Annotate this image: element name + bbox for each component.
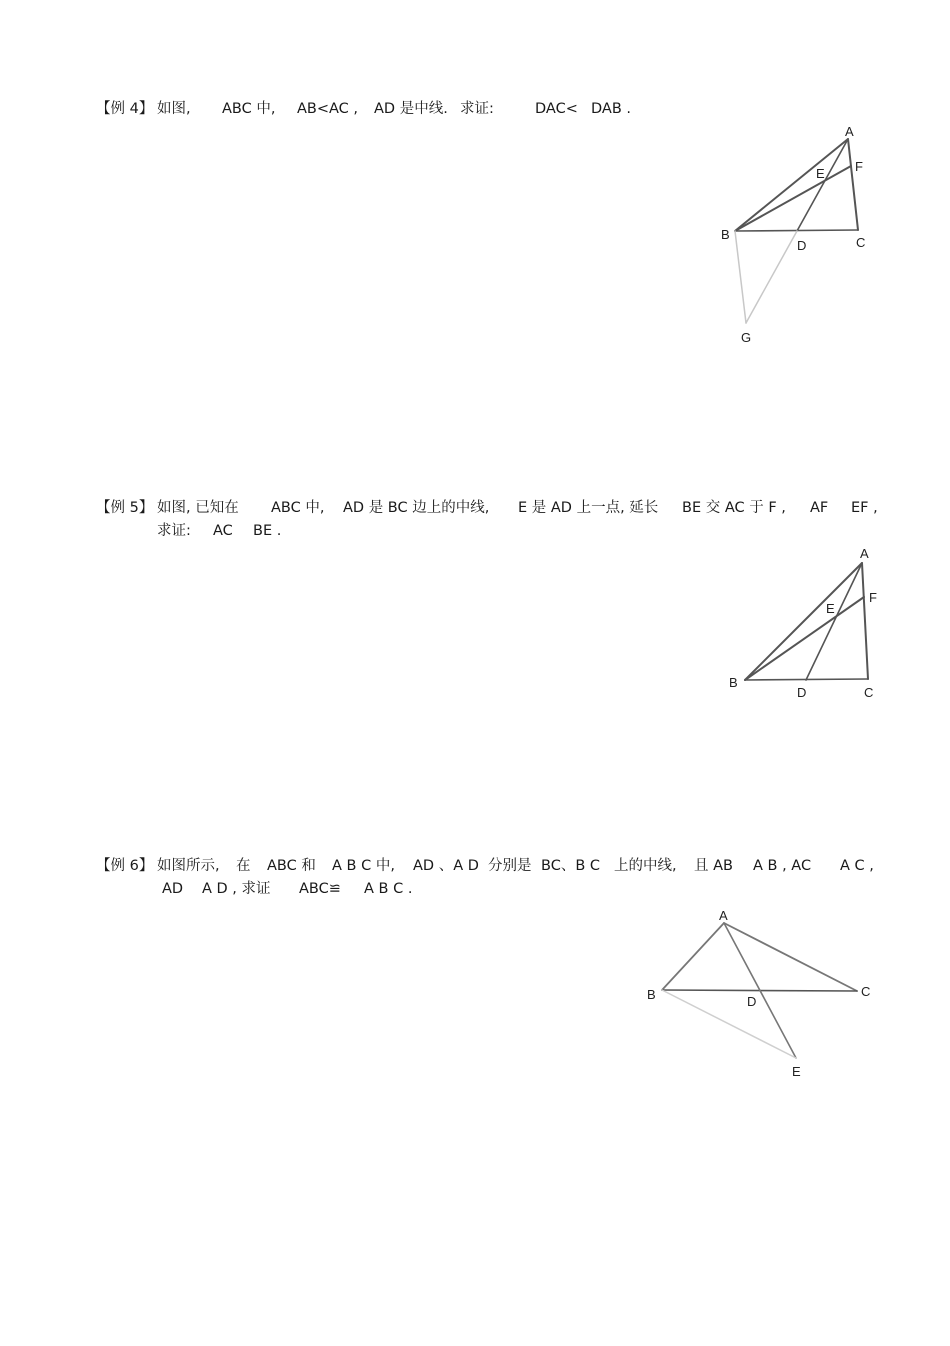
- label-C: C: [856, 235, 866, 250]
- segment-AD: [797, 139, 848, 231]
- segment-AC: [724, 923, 857, 991]
- label-E: E: [792, 1064, 801, 1079]
- label-C: C: [864, 685, 874, 700]
- segment-AC: [848, 139, 858, 230]
- label-C: C: [861, 984, 871, 999]
- segment-BF: [735, 166, 851, 231]
- segment-AB: [735, 139, 848, 231]
- label-E: E: [816, 166, 825, 181]
- segment-BF: [745, 597, 864, 680]
- label-A: A: [845, 124, 854, 139]
- figure-5: [729, 546, 877, 700]
- segment-BG: [735, 231, 746, 323]
- label-G: G: [741, 330, 752, 345]
- figure-4: [721, 124, 865, 345]
- label-A: A: [719, 908, 728, 923]
- label-F: F: [869, 590, 877, 605]
- label-B: B: [729, 675, 738, 690]
- example-6-tag: 【例 6】: [96, 858, 154, 874]
- segment-AC: [862, 563, 868, 679]
- label-B: B: [647, 987, 656, 1002]
- label-B: B: [721, 227, 730, 242]
- label-F: F: [855, 159, 863, 174]
- example-4-tag: 【例 4】: [96, 101, 154, 117]
- label-E: E: [826, 601, 835, 616]
- figure-6: [647, 908, 870, 1079]
- segment-AB: [662, 923, 724, 990]
- label-A: A: [860, 546, 869, 561]
- segment-DG: [746, 231, 797, 323]
- segment-BE: [662, 990, 796, 1058]
- segment-AB: [745, 563, 862, 680]
- label-D: D: [797, 238, 807, 253]
- label-D: D: [747, 994, 757, 1009]
- label-D: D: [797, 685, 807, 700]
- example-5-tag: 【例 5】: [96, 500, 154, 516]
- segment-AD: [806, 563, 862, 680]
